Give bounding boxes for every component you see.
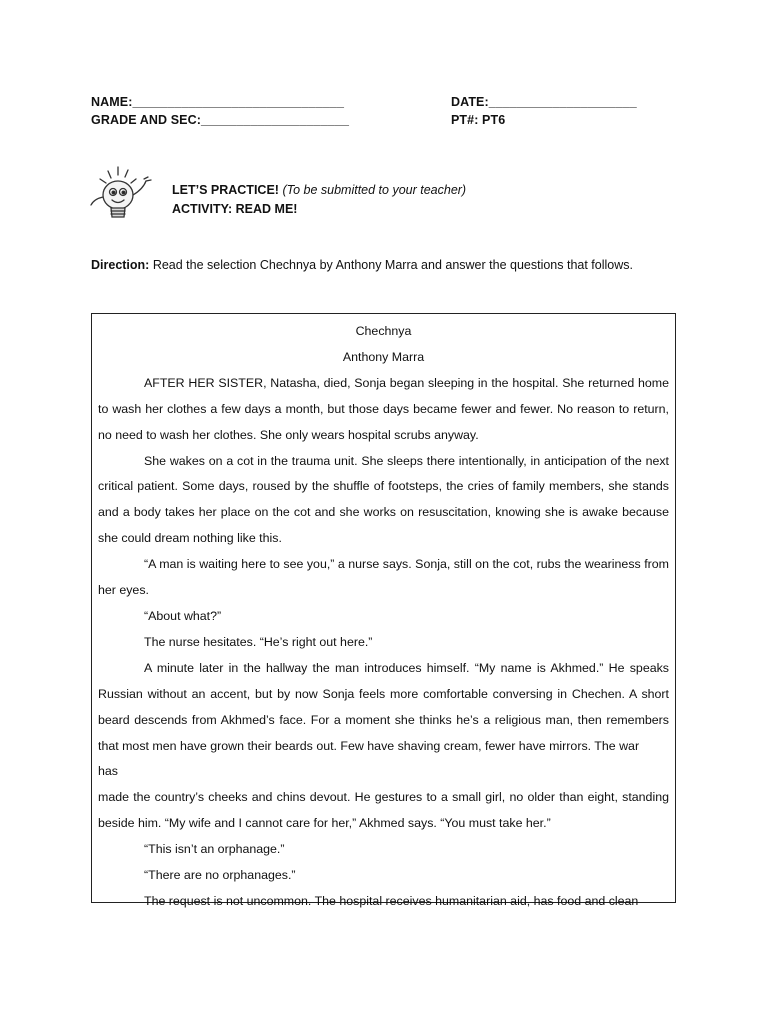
practice-note: (To be submitted to your teacher) — [282, 183, 467, 197]
activity-title: ACTIVITY: READ ME! — [172, 202, 298, 216]
story-paragraph-fragment: has — [98, 764, 118, 779]
story-paragraph: “About what?” — [144, 608, 222, 623]
date-field-label: DATE:_____________________ — [451, 95, 637, 109]
story-title: Chechnya — [355, 324, 412, 338]
story-paragraph: The nurse hesitates. “He’s right out here.” — [144, 634, 373, 649]
name-field-label: NAME:______________________________ — [91, 95, 345, 109]
grade-section-field-label: GRADE AND SEC:_____________________ — [91, 113, 350, 127]
story-paragraph: A minute later in the hallway the man introduces himself. “My name is Akhmed.” He speaks Russian without an accent, but by now Sonja feels more comfortable conversing in Chechen. A short beard descends from Akhmed’s face. For a moment she thinks he’s a religious man, then remembers that most men have grown their beards out. Few have shaving cream, fewer have mirrors. The war — [98, 660, 669, 753]
pt-number-label: PT#: PT6 — [451, 113, 506, 127]
story-paragraph: AFTER HER SISTER, Natasha, died, Sonja began sleeping in the hospital. She returned home to wash her clothes a few days a month, but those days became fewer and fewer. No reason to return, no need to wash her clothes. She only wears hospital scrubs anyway. — [98, 375, 669, 442]
story-author: Anthony Marra — [342, 349, 425, 364]
direction-text: Read the selection Chechnya by Anthony Marra and answer the questions that follows. — [152, 258, 633, 272]
story-paragraph: “This isn’t an orphanage.” — [144, 842, 285, 857]
lightbulb-mascot-icon — [88, 165, 164, 225]
story-paragraph: The request is not uncommon. The hospital receives humanitarian aid, has food and clean — [144, 893, 639, 908]
story-paragraph: “A man is waiting here to see you,” a nurse says. Sonja, still on the cot, rubs the weariness from her eyes. — [98, 557, 669, 598]
story-box — [91, 313, 676, 908]
story-paragraph: “There are no orphanages.” — [144, 868, 296, 883]
practice-block — [172, 181, 466, 219]
direction-label: Direction: — [91, 258, 150, 272]
practice-title: LET’S PRACTICE! — [172, 183, 279, 197]
direction-line — [91, 258, 633, 272]
story-paragraph: made the country’s cheeks and chins devout. He gestures to a small girl, no older than eight, standing beside him. “My wife and I cannot care for her,” Akhmed says. “You must take her.” — [98, 790, 669, 831]
story-paragraph: She wakes on a cot in the trauma unit. She sleeps there intentionally, in anticipation of the next critical patient. Some days, roused by the shuffle of footsteps, the cries of family members, she stands and a body takes her place on the cot and she works on resuscitation, knowing she is awake because she could dream nothing like this. — [98, 453, 669, 546]
